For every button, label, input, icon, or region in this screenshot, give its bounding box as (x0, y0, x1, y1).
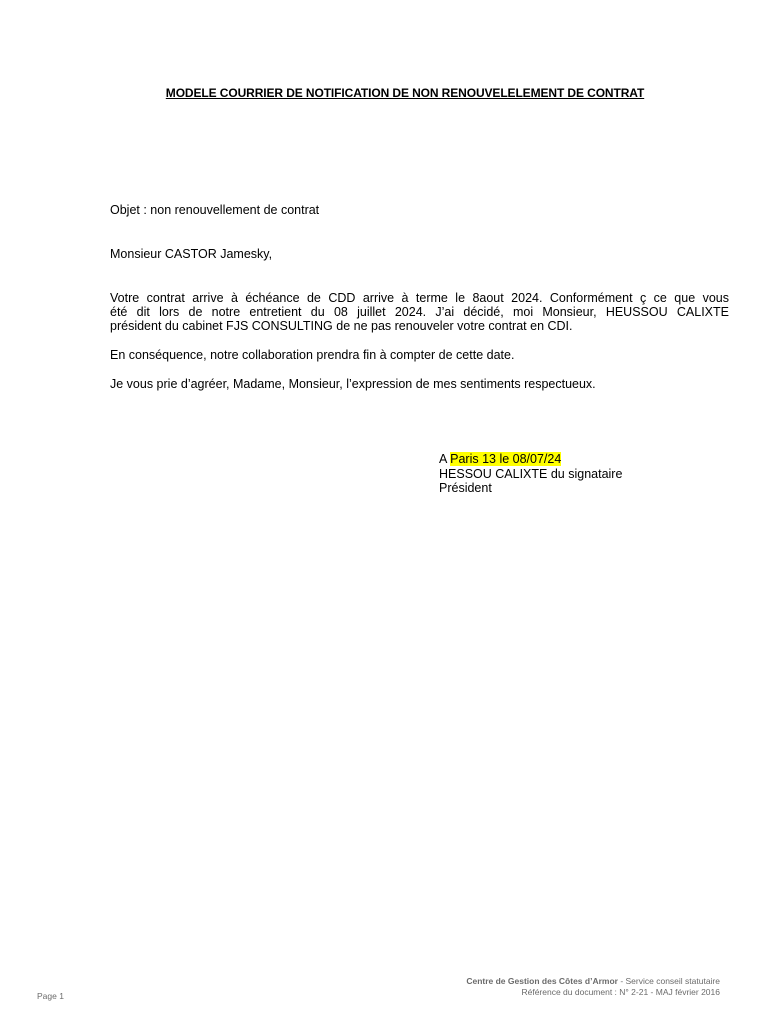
paragraph-1-line: Votre contrat arrive à échéance de CDD arrive à terme le 8aout 2024. Conformément ç ce que vous (110, 291, 729, 305)
paragraph-3: Je vous prie d’agréer, Madame, Monsieur, l’expression de mes sentiments respectueux. (110, 377, 596, 391)
footer-org-line (466, 976, 720, 987)
paragraph-2: En conséquence, notre collaboration prendra fin à compter de cette date. (110, 348, 515, 362)
page-number: Page 1 (37, 991, 64, 1001)
paragraph-1-line: président du cabinet FJS CONSULTING de ne pas renouveler votre contrat en CDI. (110, 319, 573, 333)
footer-org: Centre de Gestion des Côtes d’Armor (466, 976, 618, 986)
salutation: Monsieur CASTOR Jamesky, (110, 247, 273, 261)
footer-reference: Référence du document : N° 2-21 - MAJ février 2016 (521, 987, 720, 997)
signature-block (439, 452, 622, 496)
subject-line: Objet : non renouvellement de contrat (110, 203, 320, 217)
footer-info (466, 976, 720, 998)
document-title: MODELE COURRIER DE NOTIFICATION DE NON RENOUVELELEMENT DE CONTRAT (165, 86, 645, 100)
signatory-name: HESSOU CALIXTE du signataire (439, 466, 623, 481)
paragraph-1 (110, 291, 729, 333)
paragraph-1-line: été dit lors de notre entretient du 08 juillet 2024. J’ai décidé, moi Monsieur, HEUSSOU CALIXTE (110, 305, 729, 319)
signatory-role: Président (439, 481, 492, 495)
footer-service: - Service conseil statutaire (617, 976, 720, 986)
place-date-highlighted: Paris 13 le 08/07/24 (450, 452, 562, 466)
place-date-line (439, 452, 622, 467)
place-prefix: A (439, 452, 451, 466)
